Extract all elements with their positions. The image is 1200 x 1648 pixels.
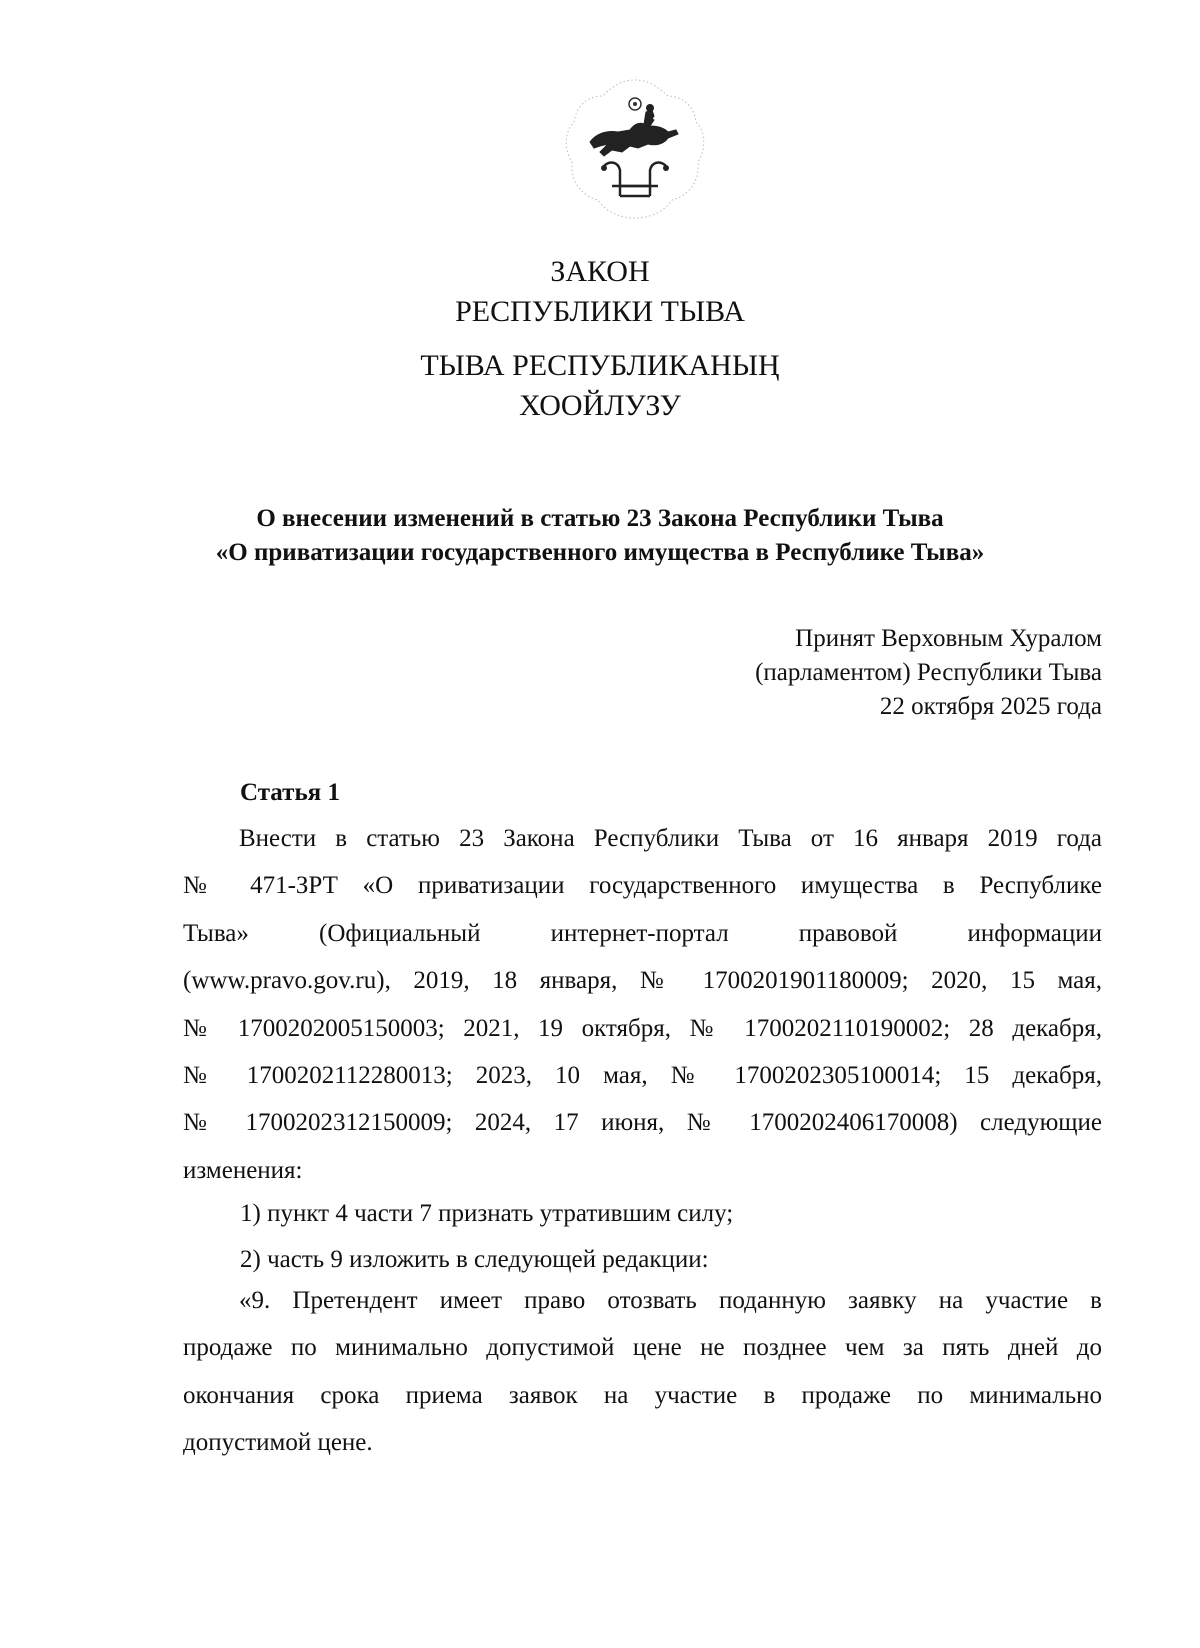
paragraph-line: «9. Претендент имеет право отозвать поданную заявку на участие в [239, 1287, 1102, 1314]
amendment-quote-paragraph [183, 1277, 1102, 1467]
article-intro-paragraph [183, 815, 1102, 1194]
paragraph-line: изменения: [183, 1156, 303, 1184]
amendment-item-2: 2) часть 9 изложить в следующей редакции: [240, 1246, 709, 1273]
law-title-line: ЗАКОН [550, 255, 650, 288]
adoption-line: Принят Верховным Хуралом [795, 625, 1102, 652]
paragraph-line: (www.pravo.gov.ru), 2019, 18 января, № 1700201901180009; 2020, 15 мая, [183, 967, 1102, 995]
law-title-russian [0, 252, 1200, 332]
coat-of-arms-icon [560, 74, 710, 224]
amendment-item-1: 1) пункт 4 части 7 признать утратившим силу; [240, 1200, 734, 1227]
paragraph-line: Внести в статью 23 Закона Республики Тыва от 16 января 2019 года [239, 825, 1102, 852]
adoption-date: 22 октября 2025 года [879, 693, 1102, 720]
paragraph-line: № 1700202112280013; 2023, 10 мая, № 1700202305100014; 15 декабря, [183, 1062, 1102, 1090]
paragraph-line: окончания срока приема заявок на участие в продаже по минимально [183, 1381, 1102, 1409]
paragraph-line: № 471-ЗРТ «О приватизации государственного имущества в Республике [183, 872, 1102, 900]
subject-line: О внесении изменений в статью 23 Закона Республики Тыва [256, 505, 944, 532]
paragraph-line: № 1700202005150003; 2021, 19 октября, № 1700202110190002; 28 декабря, [183, 1014, 1102, 1042]
law-subject [0, 502, 1200, 570]
law-title-line: РЕСПУБЛИКИ ТЫВА [455, 295, 745, 328]
subject-line: «О приватизации государственного имущества в Республике Тыва» [215, 539, 985, 566]
law-title-line: ХООЙЛУЗУ [519, 389, 681, 422]
law-title-line: ТЫВА РЕСПУБЛИКАНЫҢ [420, 349, 780, 382]
law-title-tuvan [0, 346, 1200, 426]
paragraph-line: допустимой цене. [183, 1429, 373, 1457]
adoption-note [755, 622, 1102, 724]
paragraph-line: № 1700202312150009; 2024, 17 июня, № 1700202406170008) следующие [183, 1109, 1102, 1137]
paragraph-line: Тыва» (Официальный интернет-портал правовой информации [183, 919, 1102, 947]
paragraph-line: продаже по минимально допустимой цене не позднее чем за пять дней до [183, 1334, 1102, 1362]
article-heading: Статья 1 [240, 779, 340, 806]
adoption-line: (парламентом) Республики Тыва [755, 659, 1102, 686]
